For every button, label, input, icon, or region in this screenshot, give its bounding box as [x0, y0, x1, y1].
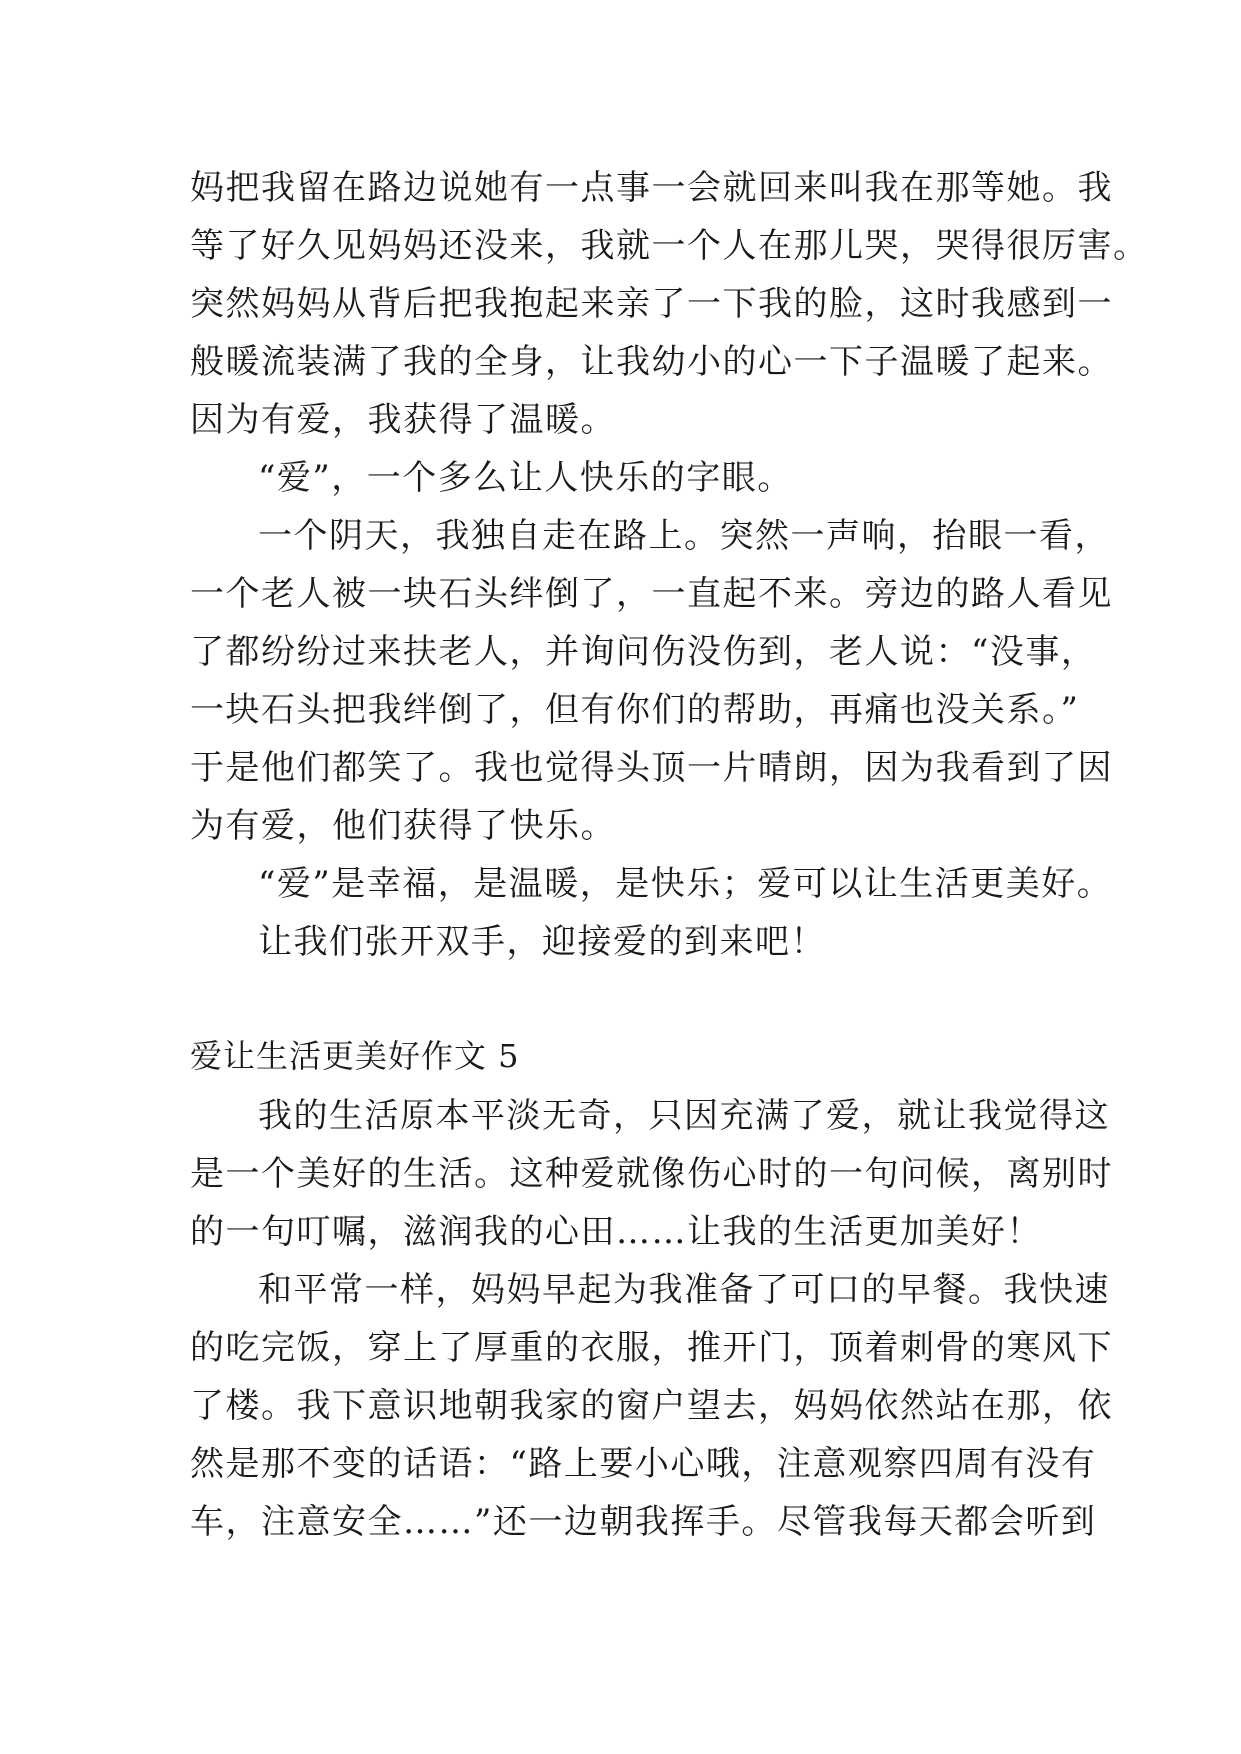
text-line: 的吃完饭，穿上了厚重的衣服，推开门，顶着刺骨的寒风下: [190, 1328, 1113, 1368]
text-line: 车，注意安全……”还一边朝我挥手。尽管我每天都会听到: [190, 1502, 1097, 1542]
text-line: 突然妈妈从背后把我抱起来亲了一下我的脸，这时我感到一: [190, 284, 1113, 324]
text-line: 和平常一样，妈妈早起为我准备了可口的早餐。我快速: [258, 1270, 1110, 1310]
text-line: 是一个美好的生活。这种爱就像伤心时的一句问候，离别时: [190, 1154, 1113, 1194]
section-heading: 爱让生活更美好作文 5: [190, 1037, 520, 1075]
text-line: “爱”是幸福，是温暖，是快乐；爱可以让生活更美好。: [258, 864, 1113, 904]
text-line: 让我们张开双手，迎接爱的到来吧！: [258, 922, 826, 962]
text-line: 我的生活原本平淡无奇，只因充满了爱，就让我觉得这: [258, 1096, 1110, 1136]
text-line: 妈把我留在路边说她有一点事一会就回来叫我在那等她。我: [190, 168, 1113, 208]
text-line: 然是那不变的话语：“路上要小心哦，注意观察四周有没有: [190, 1444, 1097, 1484]
text-line: 为有爱，他们获得了快乐。: [190, 806, 616, 846]
text-line: 了楼。我下意识地朝我家的窗户望去，妈妈依然站在那，依: [190, 1386, 1113, 1426]
text-line: 因为有爱，我获得了温暖。: [190, 400, 616, 440]
text-line: 于是他们都笑了。我也觉得头顶一片晴朗，因为我看到了因: [190, 748, 1113, 788]
text-line: 一块石头把我绊倒了，但有你们的帮助，再痛也没关系。”: [190, 690, 1080, 730]
text-line: 的一句叮嘱，滋润我的心田……让我的生活更加美好！: [190, 1212, 1042, 1252]
text-line: 了都纷纷过来扶老人，并询问伤没伤到，老人说：“没事，: [190, 632, 1097, 672]
text-line: 一个老人被一块石头绊倒了，一直起不来。旁边的路人看见: [190, 574, 1113, 614]
text-line: “爱”，一个多么让人快乐的字眼。: [258, 458, 793, 498]
text-line: 般暖流装满了我的全身，让我幼小的心一下子温暖了起来。: [190, 342, 1113, 382]
text-line: 一个阴天，我独自走在路上。突然一声响，抬眼一看，: [258, 516, 1110, 556]
text-line: 等了好久见妈妈还没来，我就一个人在那儿哭，哭得很厉害。: [190, 226, 1149, 266]
